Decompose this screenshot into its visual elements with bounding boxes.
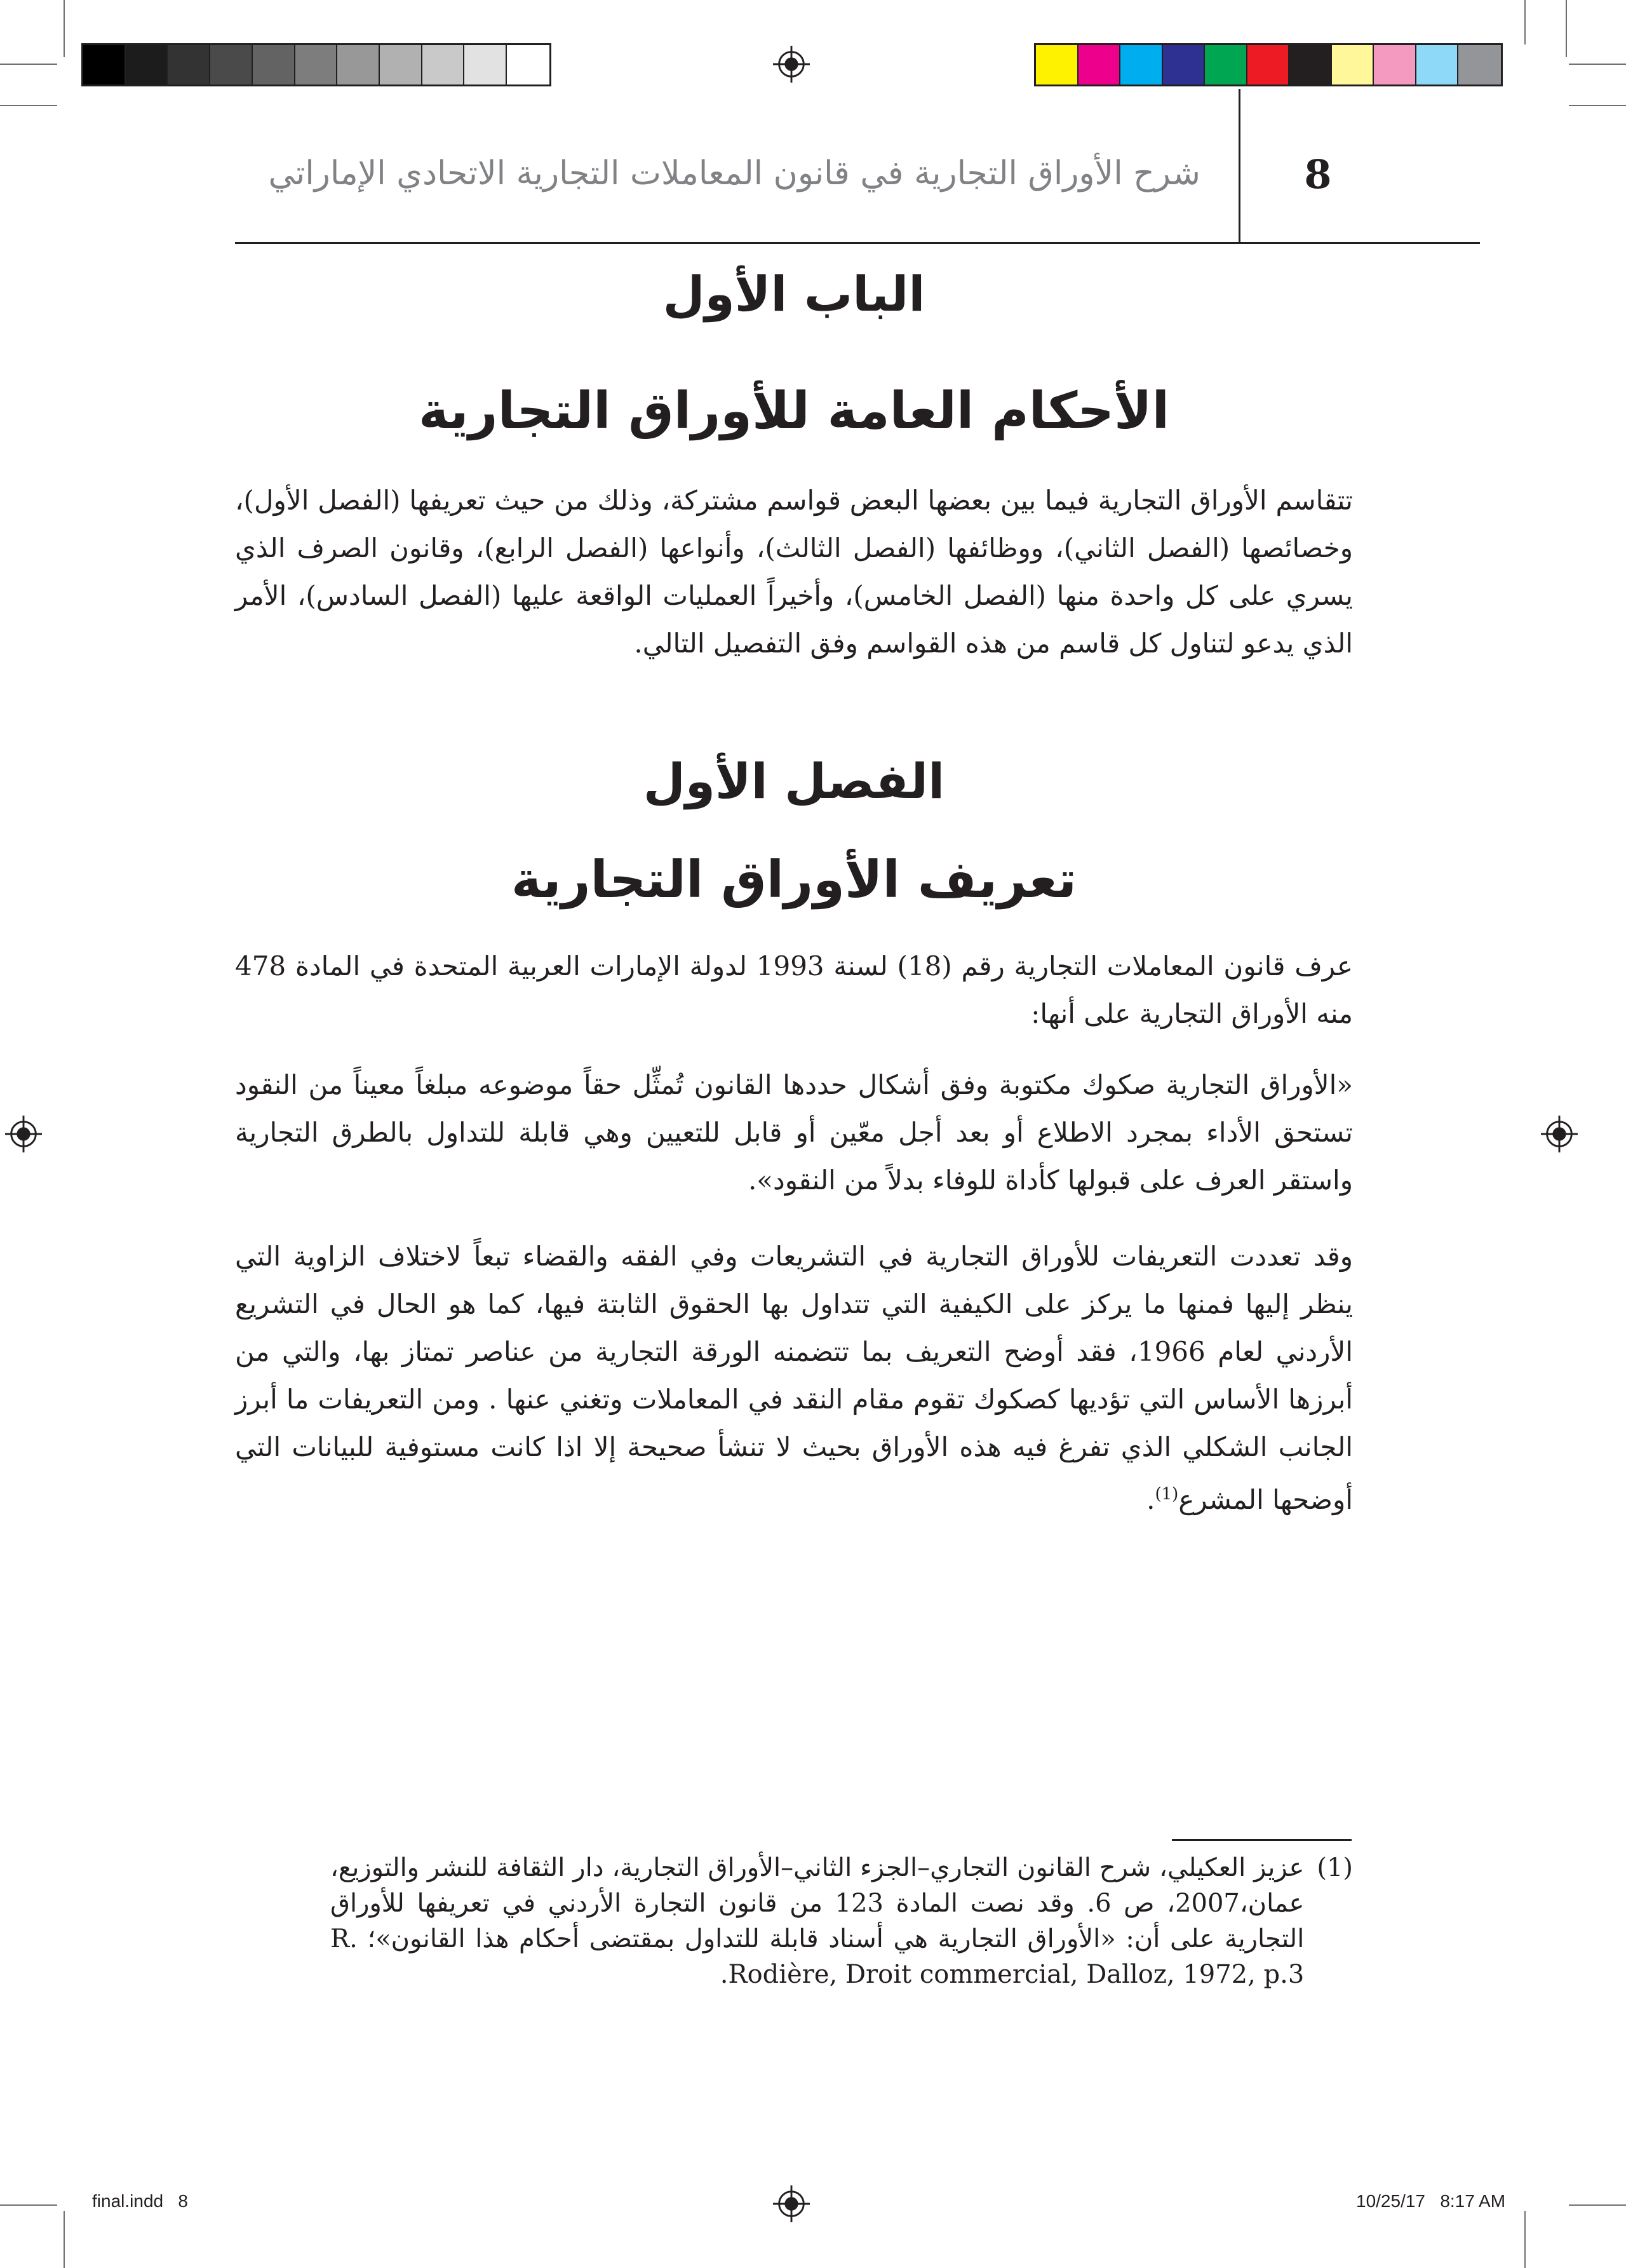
color-swatch [507,45,549,84]
page-number: 8 [1304,151,1332,198]
color-swatch [1205,45,1247,84]
crop-mark [1524,2211,1526,2268]
color-swatch [126,45,168,84]
crop-mark [64,2211,65,2268]
footnote-marker: (1) [1317,1853,1353,1882]
crop-mark [0,2204,57,2206]
color-swatch [1458,45,1501,84]
definition-paragraph: عرف قانون المعاملات التجارية رقم (18) لسنة 1993 لدولة الإمارات العربية المتحدة في المادة 478 منه الأوراق التجارية على أنها: [235,950,1353,1029]
registration-mark-icon [1541,1116,1578,1152]
slug-datetime: 10/25/17 8:17 AM [1356,2191,1506,2211]
part-title: الباب الأول [662,266,925,322]
discussion-paragraph: وقد تعددت التعريفات للأوراق التجارية في التشريعات وفي الفقه والقضاء تبعاً لاختلاف الزاوية التي ينظر إليها فمنها ما يركز على الكيفية التي تتداول بها الحقوق الثابتة فيها، كما هو الحال في التشريع الأردني لعام 1966، فقد أوضح التعريف بما تتضمنه الورقة التجارية من عناصر تمتاز بها، والتي من أبرزها الأساس التي تؤديها كصكوك تقوم مقام النقد في المعاملات وتغني عنها . ومن التعريفات ما أبرز الجانب الشكلي الذي تفرغ فيه هذه الأوراق بحيث لا تنشأ صحيحة إلا اذا كانت مستوفية للبيانات التي أوضحها المشرع$^{(1)}$. [235,1241,1353,1515]
registration-mark-icon [5,1116,42,1152]
color-swatch [1332,45,1374,84]
process-color-bar [1034,43,1503,86]
chapter-title: الفصل الأول [643,753,945,809]
intro-paragraph: تتقاسم الأوراق التجارية فيما بين بعضها البعض قواسم مشتركة، وذلك من حيث تعريفها (الفصل الأول)، وخصائصها (الفصل الثاني)، ووظائفها (الفصل الثالث)، وأنواعها (الفصل الرابع)، وقانون الصرف الذي يسري على كل واحدة منها (الفصل الخامس)، وأخيراً العمليات الواقعة عليها (الفصل السادس)، الأمر الذي يدعو لتناول كل قاسم من هذه القواسم وفق التفصيل التالي. [235,485,1353,659]
footnote [235,1850,1353,1992]
color-swatch [464,45,507,84]
header-rule [235,242,1480,244]
color-swatch [253,45,295,84]
color-swatch [380,45,422,84]
color-swatch [168,45,210,84]
footnote-reference[interactable]: (1) [1155,1485,1179,1504]
part-subtitle: الأحكام العامة للأوراق التجارية [418,381,1170,440]
crop-mark [1524,0,1526,44]
registration-mark-icon [773,46,810,83]
footnote-text: عزيز العكيلي، شرح القانون التجاري–الجزء الثاني–الأوراق التجارية، دار الثقافة للنشر والتوزيع، عمان،2007، ص 6. وقد نصت المادة 123 من قانون التجارة الأردني في تعريفها للأوراق التجارية على أن: «الأوراق التجارية هي أسناد قابلة للتداول بمقتضى أحكام هذا القانون»؛ R. Rodière, Droit commercial, Dalloz, 1972, p.3. [330,1853,1305,1989]
color-swatch [422,45,465,84]
color-swatch [1289,45,1332,84]
color-swatch [1247,45,1290,84]
header-divider [1239,89,1240,242]
crop-mark [1566,0,1567,57]
crop-mark [1569,2204,1626,2206]
chapter-subtitle: تعريف الأوراق التجارية [511,850,1077,909]
color-swatch [1120,45,1163,84]
discussion-text: وقد تعددت التعريفات للأوراق التجارية في التشريعات وفي الفقه والقضاء تبعاً لاختلاف الزاوية التي ينظر إليها فمنها ما يركز على الكيفية التي تتداول بها الحقوق الثابتة فيها، كما هو الحال في التشريع الأردني لعام 1966، فقد أوضح التعريف بما تتضمنه الورقة التجارية من عناصر تمتاز بها، والتي من أبرزها الأساس التي تؤديها كصكوك تقوم مقام النقد في المعاملات وتغني عنها . ومن التعريفات ما أبرز الجانب الشكلي الذي تفرغ فيه هذه الأوراق بحيث لا تنشأ صحيحة إلا اذا كانت مستوفية للبيانات التي أوضحها المشرع [235,1241,1353,1515]
color-swatch [1078,45,1121,84]
crop-mark [0,64,57,65]
definition-quote: «الأوراق التجارية صكوك مكتوبة وفق أشكال حددها القانون تُمثِّل حقاً موضوعه مبلغاً معيناً من النقود تستحق الأداء بمجرد الاطلاع أو بعد أجل معّين أو قابل للتعيين وهي قابلة للتداول بالطرق التجارية واستقر العرف على قبولها كأداة للوفاء بدلاً من النقود». [235,1069,1353,1196]
color-swatch [295,45,338,84]
crop-mark [64,0,65,57]
color-swatch [1036,45,1078,84]
crop-mark [1569,64,1626,65]
color-swatch [1416,45,1459,84]
crop-mark [0,105,57,106]
grayscale-color-bar [81,43,551,86]
color-swatch [1374,45,1416,84]
crop-mark [1569,105,1626,106]
running-title: شرح الأوراق التجارية في قانون المعاملات التجارية الاتحادي الإماراتي [268,154,1200,192]
color-swatch [210,45,253,84]
color-swatch [83,45,126,84]
footnote-rule [1172,1839,1352,1841]
slug-file-info: final.indd 8 [92,2191,188,2211]
color-swatch [1163,45,1206,84]
color-swatch [337,45,380,84]
registration-mark-icon [773,2185,810,2222]
